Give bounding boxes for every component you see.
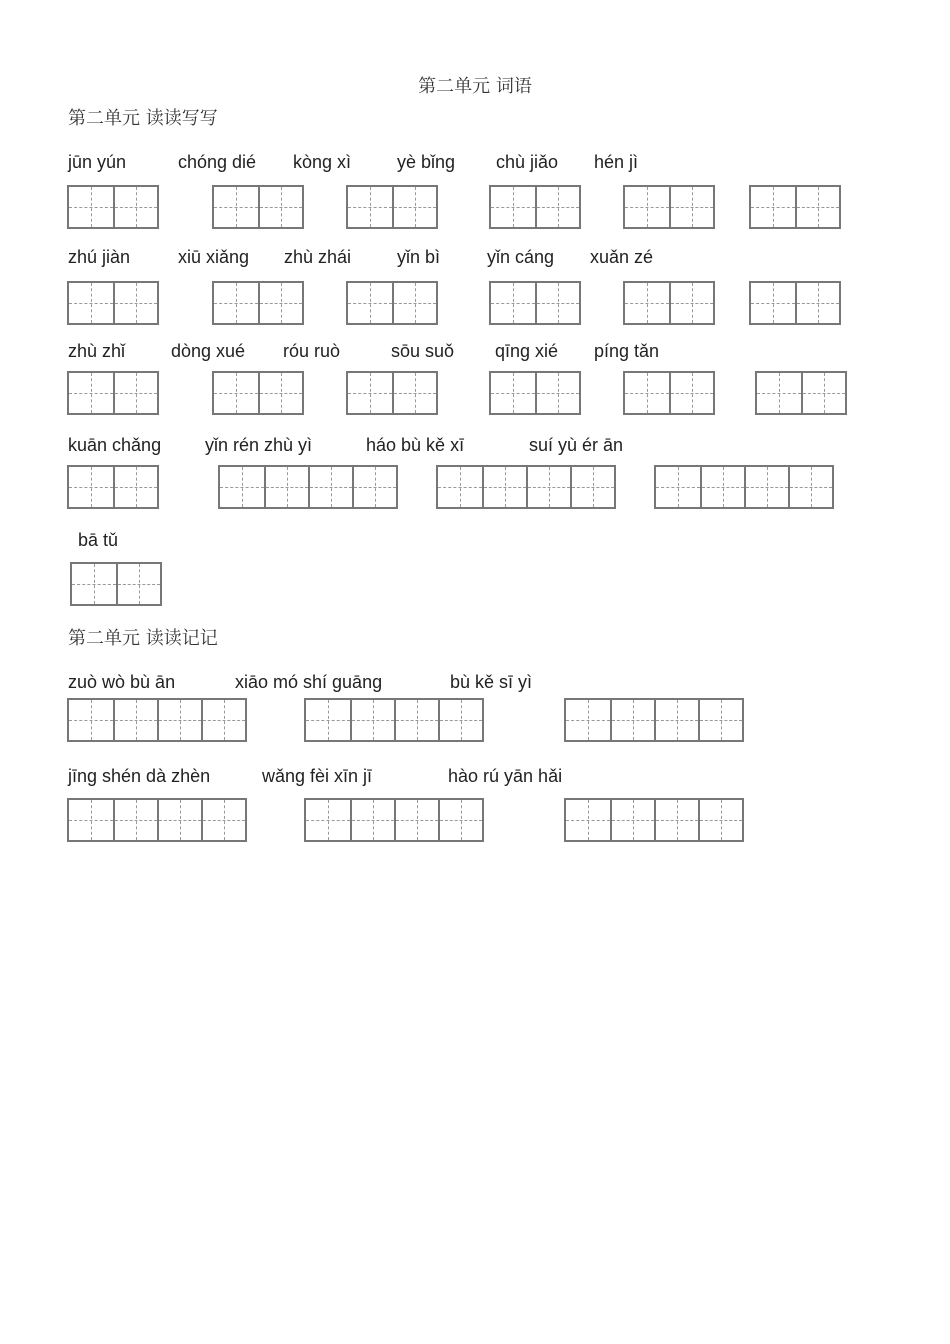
writing-grid[interactable] <box>67 185 159 229</box>
section-heading-read-remember: 第二单元 读读记记 <box>68 628 218 649</box>
writing-cell[interactable] <box>438 467 482 507</box>
pinyin-label: píng tǎn <box>594 341 660 361</box>
writing-cell[interactable] <box>352 467 396 507</box>
writing-grid[interactable] <box>755 371 847 415</box>
pinyin-label: háo bù kě xī <box>366 435 465 455</box>
pinyin-label: zhú jiàn <box>68 247 131 267</box>
writing-grid[interactable] <box>304 798 484 842</box>
pinyin-label: suí yù ér ān <box>529 435 624 455</box>
pinyin-label: yǐn rén zhù yì <box>205 435 313 455</box>
pinyin-label: kuān chǎng <box>68 435 162 455</box>
writing-grid[interactable] <box>218 465 398 509</box>
pinyin-label: yè bǐng <box>397 152 456 172</box>
writing-cell[interactable] <box>392 283 436 323</box>
writing-cell[interactable] <box>801 373 845 413</box>
writing-cell[interactable] <box>113 467 157 507</box>
writing-cell[interactable] <box>392 187 436 227</box>
writing-grid[interactable] <box>212 185 304 229</box>
writing-grid[interactable] <box>489 371 581 415</box>
pinyin-label: jūn yún <box>68 152 127 172</box>
writing-cell[interactable] <box>751 187 795 227</box>
writing-cell[interactable] <box>700 467 744 507</box>
pinyin-label: wǎng fèi xīn jī <box>262 766 373 786</box>
writing-cell[interactable] <box>348 283 392 323</box>
writing-cell[interactable] <box>654 800 698 840</box>
writing-cell[interactable] <box>157 700 201 740</box>
writing-cell[interactable] <box>69 187 113 227</box>
page-title: 第二单元 词语 <box>418 76 532 97</box>
writing-cell[interactable] <box>669 283 713 323</box>
writing-cell[interactable] <box>214 283 258 323</box>
pinyin-label: yǐn cáng <box>487 247 555 267</box>
writing-cell[interactable] <box>625 283 669 323</box>
writing-cell[interactable] <box>526 467 570 507</box>
writing-grid[interactable] <box>564 698 744 742</box>
pinyin-label: sōu suǒ <box>391 341 455 361</box>
writing-cell[interactable] <box>350 700 394 740</box>
writing-cell[interactable] <box>69 800 113 840</box>
writing-cell[interactable] <box>113 187 157 227</box>
writing-cell[interactable] <box>610 800 654 840</box>
writing-cell[interactable] <box>795 187 839 227</box>
pinyin-label: yǐn bì <box>397 247 441 267</box>
pinyin-label: zuò wò bù ān <box>68 672 176 692</box>
pinyin-label: bā tǔ <box>78 530 119 550</box>
writing-grid[interactable] <box>623 281 715 325</box>
writing-grid[interactable] <box>749 185 841 229</box>
pinyin-label: zhù zhái <box>284 247 352 267</box>
writing-cell[interactable] <box>201 700 245 740</box>
writing-grid[interactable] <box>564 798 744 842</box>
writing-grid[interactable] <box>623 185 715 229</box>
writing-cell[interactable] <box>698 700 742 740</box>
writing-grid[interactable] <box>623 371 715 415</box>
pinyin-label: kòng xì <box>293 152 352 172</box>
writing-cell[interactable] <box>491 373 535 413</box>
writing-grid[interactable] <box>67 281 159 325</box>
writing-cell[interactable] <box>258 283 302 323</box>
writing-grid[interactable] <box>749 281 841 325</box>
writing-cell[interactable] <box>394 800 438 840</box>
writing-cell[interactable] <box>157 800 201 840</box>
writing-cell[interactable] <box>113 283 157 323</box>
pinyin-label: zhù zhǐ <box>68 341 126 361</box>
writing-cell[interactable] <box>656 467 700 507</box>
writing-cell[interactable] <box>535 187 579 227</box>
pinyin-label: xiū xiǎng <box>178 247 250 267</box>
writing-cell[interactable] <box>258 373 302 413</box>
writing-cell[interactable] <box>570 467 614 507</box>
writing-cell[interactable] <box>113 700 157 740</box>
writing-cell[interactable] <box>69 467 113 507</box>
writing-cell[interactable] <box>491 187 535 227</box>
writing-cell[interactable] <box>788 467 832 507</box>
writing-cell[interactable] <box>264 467 308 507</box>
pinyin-label: chóng dié <box>178 152 257 172</box>
writing-cell[interactable] <box>350 800 394 840</box>
writing-cell[interactable] <box>306 700 350 740</box>
writing-cell[interactable] <box>669 187 713 227</box>
writing-cell[interactable] <box>69 283 113 323</box>
pinyin-label: xuǎn zé <box>590 247 654 267</box>
writing-cell[interactable] <box>113 800 157 840</box>
writing-cell[interactable] <box>113 373 157 413</box>
pinyin-label: bù kě sī yì <box>450 672 533 692</box>
writing-cell[interactable] <box>491 283 535 323</box>
writing-grid[interactable] <box>346 185 438 229</box>
writing-cell[interactable] <box>757 373 801 413</box>
writing-cell[interactable] <box>438 700 482 740</box>
writing-cell[interactable] <box>654 700 698 740</box>
writing-cell[interactable] <box>625 187 669 227</box>
writing-cell[interactable] <box>698 800 742 840</box>
pinyin-label: dòng xué <box>171 341 246 361</box>
writing-cell[interactable] <box>69 373 113 413</box>
writing-cell[interactable] <box>116 564 160 604</box>
writing-cell[interactable] <box>751 283 795 323</box>
writing-cell[interactable] <box>214 187 258 227</box>
writing-cell[interactable] <box>482 467 526 507</box>
pinyin-label: róu ruò <box>283 341 341 361</box>
pinyin-label: jīng shén dà zhèn <box>68 766 211 786</box>
writing-grid[interactable] <box>304 698 484 742</box>
writing-cell[interactable] <box>201 800 245 840</box>
writing-cell[interactable] <box>535 373 579 413</box>
pinyin-label: xiāo mó shí guāng <box>235 672 383 692</box>
writing-grid[interactable] <box>489 281 581 325</box>
writing-grid[interactable] <box>346 371 438 415</box>
writing-grid[interactable] <box>67 798 247 842</box>
writing-cell[interactable] <box>306 800 350 840</box>
writing-cell[interactable] <box>394 700 438 740</box>
writing-grid[interactable] <box>70 562 162 606</box>
writing-cell[interactable] <box>566 700 610 740</box>
pinyin-label: qīng xié <box>495 341 559 361</box>
writing-cell[interactable] <box>625 373 669 413</box>
writing-cell[interactable] <box>308 467 352 507</box>
writing-grid[interactable] <box>212 371 304 415</box>
writing-cell[interactable] <box>610 700 654 740</box>
writing-grid[interactable] <box>489 185 581 229</box>
writing-grid[interactable] <box>212 281 304 325</box>
writing-grid[interactable] <box>436 465 616 509</box>
writing-grid[interactable] <box>654 465 834 509</box>
writing-cell[interactable] <box>392 373 436 413</box>
writing-cell[interactable] <box>744 467 788 507</box>
writing-cell[interactable] <box>72 564 116 604</box>
writing-cell[interactable] <box>795 283 839 323</box>
writing-cell[interactable] <box>258 187 302 227</box>
writing-cell[interactable] <box>348 373 392 413</box>
section-heading-read-write: 第二单元 读读写写 <box>68 108 218 129</box>
writing-grid[interactable] <box>67 698 247 742</box>
writing-cell[interactable] <box>535 283 579 323</box>
writing-cell[interactable] <box>438 800 482 840</box>
writing-grid[interactable] <box>346 281 438 325</box>
writing-cell[interactable] <box>566 800 610 840</box>
writing-cell[interactable] <box>214 373 258 413</box>
writing-grid[interactable] <box>67 371 159 415</box>
pinyin-label: chù jiǎo <box>496 152 559 172</box>
pinyin-label: hào rú yān hǎi <box>448 766 563 786</box>
writing-cell[interactable] <box>348 187 392 227</box>
writing-cell[interactable] <box>669 373 713 413</box>
writing-cell[interactable] <box>69 700 113 740</box>
pinyin-label: hén jì <box>594 152 639 172</box>
writing-grid[interactable] <box>67 465 159 509</box>
writing-cell[interactable] <box>220 467 264 507</box>
